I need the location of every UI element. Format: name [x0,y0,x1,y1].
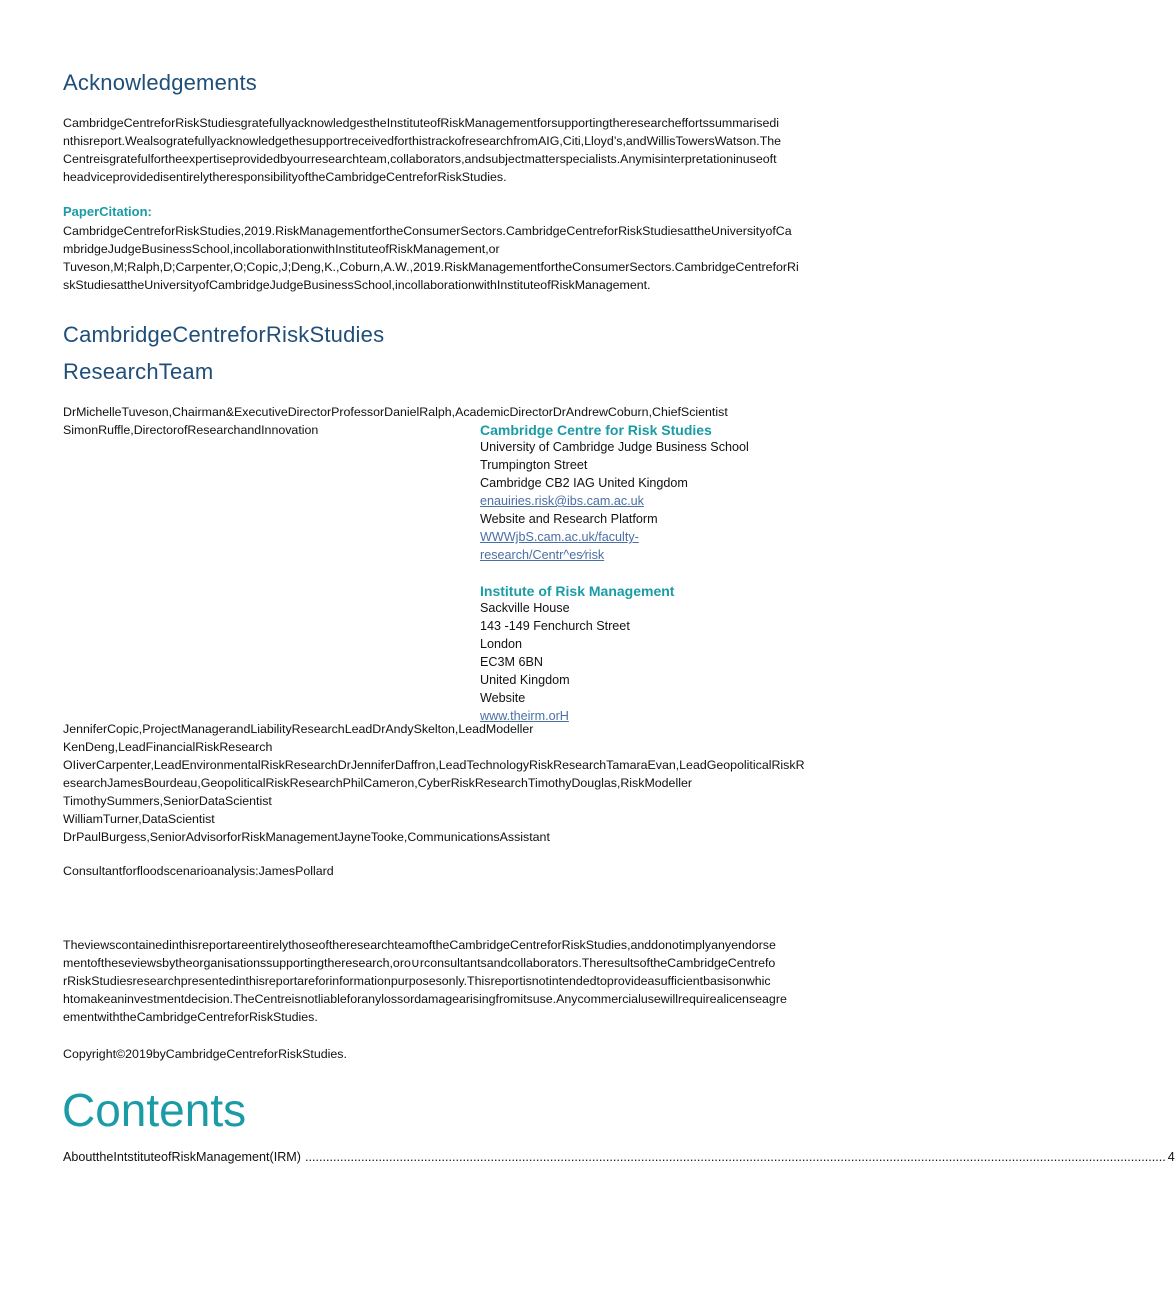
text-line: skStudiesattheUniversityofCambridgeJudgeBusinessSchool,incollaborationwithInstituteofRiskManagement. [63,278,651,292]
team-line: SimonRuffle,DirectorofResearchandInnovation [63,423,319,437]
contact-ccrs [480,422,800,564]
contact-irm-title: Institute of Risk Management [480,583,675,599]
team-line: DrPaulBurgess,SeniorAdvisorforRiskManagementJayneTooke,CommunicationsAssistant [63,830,550,844]
website-link-part1[interactable]: WWWjbS.cam.ac.uk/faculty- [480,530,639,544]
team-line: OIiverCarpenter,LeadEnvironmentalRiskResearchDrJenniferDaffron,LeadTechnologyRiskResearchTamaraEvan,LeadGeopoliticalRiskR [63,758,805,772]
text-line: mentoftheseviewsbytheorganisationssupportingtheresearch,oro∪rconsultantsandcollaborators.TheresultsoftheCambridgeCentrefo [63,956,776,970]
contact-ccrs-title: Cambridge Centre for Risk Studies [480,422,712,438]
contact-line: University of Cambridge Judge Business School [480,440,749,454]
email-link[interactable]: enauiries.risk@ibs.cam.ac.uk [480,494,644,508]
acknowledgements-heading: Acknowledgements [63,70,257,95]
contact-line: Trumpington Street [480,458,588,472]
contact-line: United Kingdom [480,673,570,687]
contact-line: 143 -149 Fenchurch Street [480,619,630,633]
text-line: htomakeaninvestmentdecision.TheCentreisnotliableforanylossordamagearisingfromitsuse.Anycommercialusewillrequirealicenseagre [63,992,787,1006]
text-line: Tuveson,M;Ralph,D;Carpenter,O;Copic,J;Deng,K.,Coburn,A.W.,2019.RiskManagementfortheConsumerSectors.CambridgeCentreforRi [63,260,799,274]
copyright: Copyright©2019byCambridgeCentreforRiskStudies. [63,1047,347,1061]
text-line: CambridgeCentreforRiskStudiesgratefullyacknowledgestheInstituteofRiskManagementforsupportingtheresearcheffortssummarisedi [63,116,780,130]
text-line: CambridgeCentreforRiskStudies,2019.RiskManagementfortheConsumerSectors.CambridgeCentreforRiskStudiesattheUniversityofCa [63,224,792,238]
website-label: Website and Research Platform [480,512,658,526]
website-link-part2[interactable]: research/Centr^es⁄risk [480,548,605,562]
contact-line: London [480,637,523,651]
text-line: nthisreport.WealsogratefullyacknowledgethesupportreceivedforthistrackofresearchfromAIG,Citi,Lloyd’s,andWillisTowersWatson.The [63,134,782,148]
toc-leader-dots: ...................................................................................................................................................................................................................................................... [305,1150,1166,1164]
team-line: DrMichelleTuveson,Chairman&ExecutiveDirectorProfessorDanielRalph,AcademicDirectorDrAndrewCoburn,ChiefScientist [63,405,728,419]
irm-website-link[interactable]: www.theirm.orH [480,709,569,723]
contents-title: Contents [62,1084,247,1136]
text-line: rRiskStudiesresearchpresentedinthisreportareforinformationpurposesonly.Thisreportisnotintendedtoprovideasufficientbasisonwhic [63,974,771,988]
text-line: TheviewscontainedinthisreportareentirelythoseoftheresearchteamoftheCambridgeCentreforRiskStudies,anddonotimplyanyendorse [63,938,776,952]
contact-irm [480,583,800,723]
team-line: KenDeng,LeadFinancialRiskResearch [63,740,273,754]
contact-line: Sackville House [480,601,570,615]
text-line: headviceprovidedisentirelytheresponsibilityoftheCambridgeCentreforRiskStudies. [63,170,507,184]
contact-line: Cambridge CB2 IAG United Kingdom [480,476,688,490]
citation-text [63,222,863,294]
team-list-bottom [63,720,863,846]
text-line: mbridgeJudgeBusinessSchool,incollaborationwithInstituteofRiskManagement,or [63,242,500,256]
team-line: esearchJamesBourdeau,GeopoliticalRiskResearchPhilCameron,CyberRiskResearchTimothyDouglas,RiskModeller [63,776,692,790]
citation-label: PaperCitation: [63,204,152,219]
centre-heading: CambridgeCentreforRiskStudies [63,322,385,347]
team-line: WilliamTurner,DataScientist [63,812,215,826]
text-line: ementwiththeCambridgeCentreforRiskStudies. [63,1010,318,1024]
contact-line: EC3M 6BN [480,655,543,669]
disclaimer-text [63,936,863,1026]
team-line: TimothySummers,SeniorDataScientist [63,794,272,808]
toc-entry-page: 4 [1167,1150,1175,1164]
website-label: Website [480,691,526,705]
text-line: Centreisgratefulfortheexpertiseprovidedbyourresearchteam,collaborators,andsubjectmatterspecialists.Anymisinterpretationinuseoft [63,152,777,166]
research-team-heading: ResearchTeam [63,359,214,384]
toc-entry[interactable] [63,1150,1175,1164]
consultant-line: Consultantforfloodscenarioanalysis:JamesPollard [63,864,334,878]
toc-entry-label: AbouttheIntstituteofRiskManagement(IRM) [63,1150,301,1164]
team-line: JenniferCopic,ProjectManagerandLiabilityResearchLeadDrAndySkelton,LeadModeller [63,722,534,736]
acknowledgements-text [63,114,863,186]
